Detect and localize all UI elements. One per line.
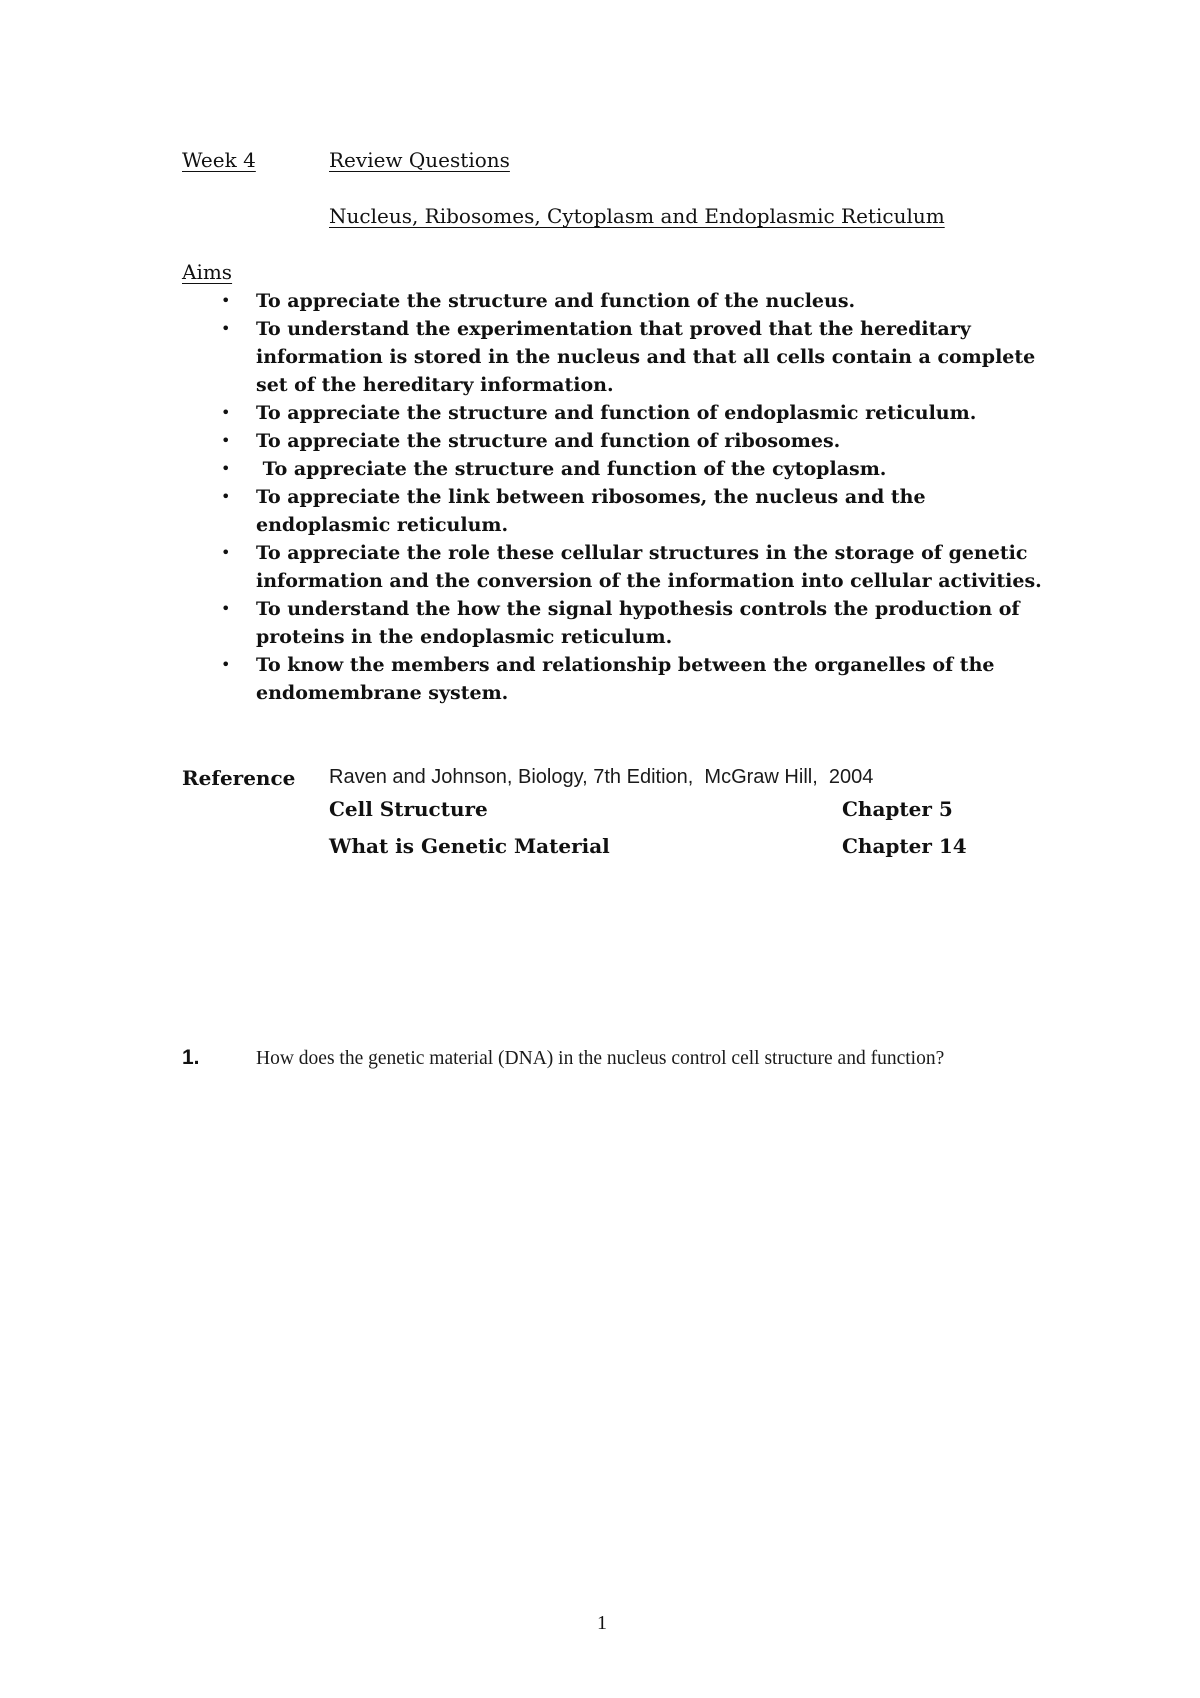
bullet-icon: •	[221, 487, 231, 506]
reference-chapter: Chapter 5	[842, 797, 953, 821]
reference-label: Reference	[182, 766, 296, 790]
aim-item: • To understand the experimentation that proved that the hereditary information is stored in the nucleus and that all cells contain a complete set of the hereditary information.	[218, 315, 1048, 399]
reference-chapter: Chapter 14	[842, 834, 967, 858]
bullet-icon: •	[221, 291, 231, 310]
bullet-icon: •	[221, 655, 231, 674]
aim-item: • To understand the how the signal hypothesis controls the production of proteins in the endoplasmic reticulum.	[218, 595, 1048, 651]
aim-item: • To appreciate the link between ribosomes, the nucleus and the endoplasmic reticulum.	[218, 483, 1048, 539]
aim-item: • To appreciate the role these cellular structures in the storage of genetic information and the conversion of the information into cellular activities.	[218, 539, 1048, 595]
page-title: Review Questions	[329, 148, 510, 172]
week-label: Week 4	[182, 148, 256, 172]
bullet-icon: •	[221, 543, 231, 562]
aim-item: • To appreciate the structure and function of the nucleus.	[218, 287, 1048, 315]
question-number: 1.	[182, 1046, 200, 1069]
bullet-icon: •	[221, 599, 231, 618]
aim-item: • To appreciate the structure and function of endoplasmic reticulum.	[218, 399, 1048, 427]
bullet-icon: •	[221, 459, 231, 478]
page-number: 1	[597, 1612, 607, 1634]
bullet-icon: •	[221, 319, 231, 338]
aims-list	[218, 287, 1048, 707]
bullet-icon: •	[221, 403, 231, 422]
reference-source: Raven and Johnson, Biology, 7th Edition, McGraw Hill, 2004	[329, 766, 874, 788]
reference-topic: Cell Structure	[329, 797, 488, 821]
aim-item: • To appreciate the structure and function of ribosomes.	[218, 427, 1048, 455]
aims-heading: Aims	[182, 260, 233, 284]
aim-item: • To appreciate the structure and function of the cytoplasm.	[218, 455, 1048, 483]
question-text: How does the genetic material (DNA) in the nucleus control cell structure and function?	[256, 1048, 945, 1069]
aim-item: • To know the members and relationship between the organelles of the endomembrane system.	[218, 651, 1048, 707]
reference-topic: What is Genetic Material	[329, 834, 610, 858]
bullet-icon: •	[221, 431, 231, 450]
page-subtitle: Nucleus, Ribosomes, Cytoplasm and Endoplasmic Reticulum	[329, 204, 945, 228]
